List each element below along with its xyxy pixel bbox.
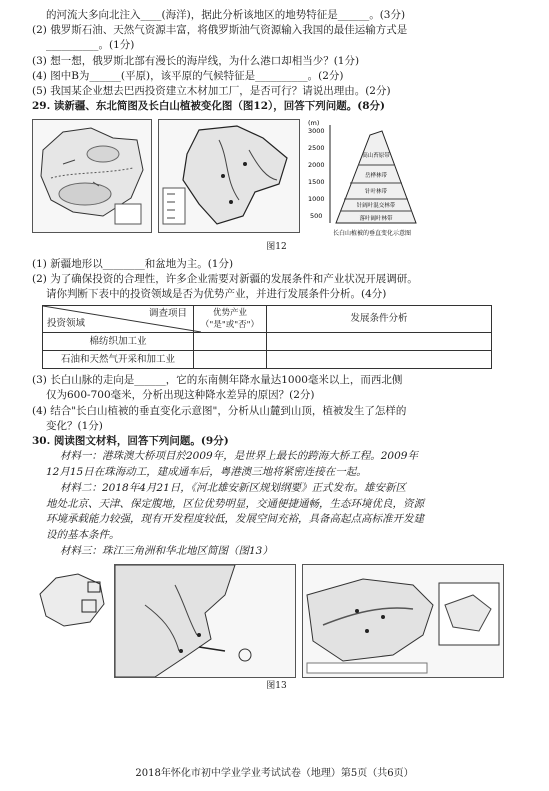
material-2b: 地处北京、天津、保定腹地，区位优势明显，交通便捷通畅，生态环境优良，资源 — [46, 497, 424, 510]
investment-table — [42, 305, 492, 369]
q29-sub2a: (2) 为了确保投资的合理性，许多企业需要对新疆的发展条件和产业状况开展调研。 — [32, 272, 418, 285]
table-answer-cell[interactable] — [194, 351, 267, 369]
q30-title: 30. 阅读图文材料，回答下列问题。(9分) — [32, 435, 229, 448]
table-diag-header — [43, 306, 194, 333]
q28-line6: (5) 我国某企业想去巴西投资建立木材加工厂，是否可行？请说出理由。(2分) — [32, 85, 391, 98]
figure-12-caption: 图12 — [266, 241, 287, 252]
northeast-map-drawing — [159, 120, 299, 232]
q29-sub4a: (4) 结合"长白山植被的垂直变化示意图"，分析从山麓到山顶，植被发生了怎样的 — [32, 404, 407, 417]
material-1a: 材料一：港珠澳大桥项目於2009年，是世界上最长的跨海大桥工程。2009年 — [60, 450, 418, 463]
q28-line5: (4) 图中B为______(平原)，该平原的气候特征是__________。(2分) — [32, 69, 344, 82]
zone-label: 岳桦林带 — [364, 172, 388, 179]
diag-top-label: 调查项目 — [148, 308, 187, 320]
table-answer-cell[interactable] — [267, 333, 492, 351]
q28-line3: __________。(1分) — [46, 39, 135, 52]
table-answer-cell[interactable] — [194, 333, 267, 351]
chart-caption: 长白山植被的垂直变化示意图 — [332, 229, 412, 237]
china-inset-map — [34, 564, 108, 636]
zone-label: 针阔叶混交林带 — [356, 202, 396, 209]
material-block — [32, 449, 521, 559]
chart-tick: 500 — [310, 211, 323, 220]
china-inset-drawing — [34, 564, 108, 636]
chart-tick: 2500 — [308, 143, 325, 152]
q29-sub2b: 请你判断下表中的投资领域是否为优势产业，并进行发展条件分析。(4分) — [46, 288, 387, 301]
table-answer-cell[interactable] — [267, 351, 492, 369]
table-header-row — [43, 306, 492, 333]
xinjiang-map-drawing — [33, 120, 151, 232]
table-head-col3: 发展条件分析 — [267, 306, 492, 333]
chart-unit: (m) — [308, 118, 320, 127]
q29-sub1: (1) 新疆地形以________和盆地为主。(1分) — [32, 257, 234, 270]
changbai-vegetation-chart — [306, 119, 436, 239]
q28-line2: (2) 俄罗斯石油、天然气资源丰富，将俄罗斯油气资源输入我国的最佳运输方式是 — [32, 24, 408, 37]
figure-12 — [32, 119, 521, 239]
diag-bottom-label: 投资领域 — [47, 318, 86, 330]
pearl-river-delta-drawing — [115, 565, 295, 677]
zone-label: 落叶阔叶林带 — [359, 215, 393, 222]
material-3: 材料三：珠江三角洲和华北地区简图（图13） — [60, 544, 273, 557]
north-china-map — [302, 564, 504, 678]
figure-13-caption: 图13 — [266, 680, 287, 691]
material-2a: 材料二：2018年4月21日，《河北雄安新区规划纲要》正式发布。雄安新区 — [60, 481, 407, 494]
chart-tick: 2000 — [308, 160, 325, 169]
chart-tick: 3000 — [308, 126, 325, 135]
chart-ticks — [308, 119, 325, 220]
q29-sub3b: 仅为600-700毫米，分析出现这种降水差异的原因？(2分) — [46, 389, 315, 402]
zone-label: 高山苔原带 — [362, 152, 390, 159]
north-china-drawing — [303, 565, 503, 677]
page-footer: 2018年怀化市初中学业学业考试试卷（地理）第5页（共6页） — [135, 767, 414, 779]
material-1b: 12月15日在珠海动工，建成通车后，粤港澳三地将紧密连接在一起。 — [46, 466, 367, 479]
northeast-map — [158, 119, 300, 233]
q28-line4: (3) 想一想，俄罗斯北部有漫长的海岸线，为什么港口却相当少？(1分) — [32, 54, 360, 67]
q29-sub3a: (3) 长白山脉的走向是______，它的东南侧年降水量达1000毫米以上，而西北侧 — [32, 374, 403, 387]
pearl-river-delta-map — [114, 564, 296, 678]
q29-sub4b: 变化？(1分) — [46, 419, 103, 432]
table-row — [43, 333, 492, 351]
chart-tick: 1000 — [308, 194, 325, 203]
q29-title: 29. 读新疆、东北简图及长白山植被变化图（图12），回答下列问题。(8分) — [32, 100, 386, 113]
table-head-col2: 优势产业（"是"或"否"） — [194, 306, 267, 333]
xinjiang-map — [32, 119, 152, 233]
q28-line1: 的河流大多向北注入____(海洋)，据此分析该地区的地势特征是______。(3分) — [46, 9, 406, 21]
table-row — [43, 351, 492, 369]
zone-label: 针叶林带 — [364, 188, 388, 195]
figure-13 — [34, 564, 521, 678]
table-row2-label: 石油和天然气开采和加工业 — [43, 351, 194, 369]
chart-tick: 1500 — [308, 177, 325, 186]
material-2d: 设的基本条件。 — [46, 529, 120, 542]
changbai-chart-svg — [306, 119, 436, 239]
table-row1-label: 棉纺织加工业 — [43, 333, 194, 351]
material-2c: 环境承载能力较强，现有开发程度较低，发展空间充裕，具备高起点高标准开发建 — [46, 513, 424, 526]
